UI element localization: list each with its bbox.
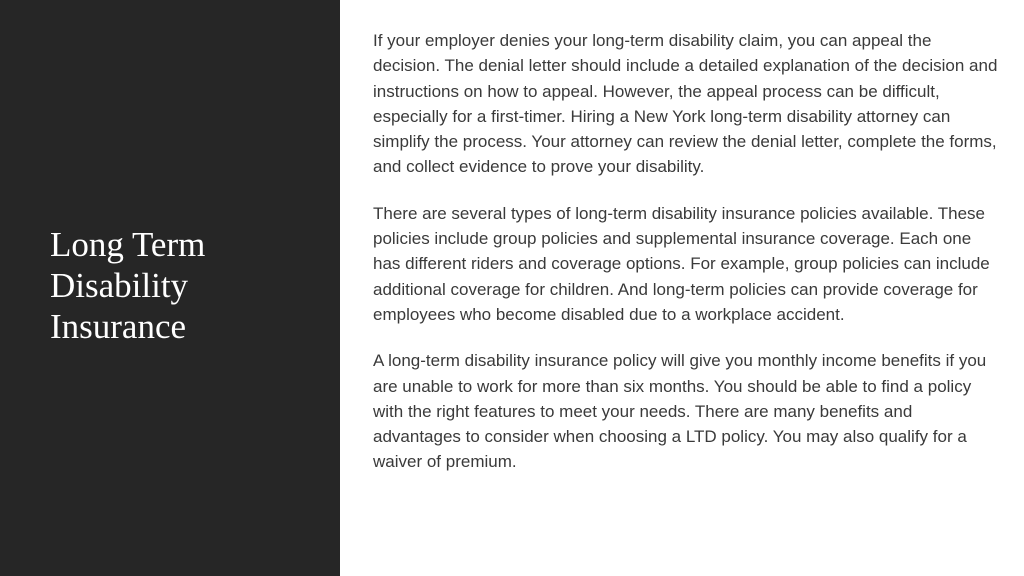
title-panel	[0, 0, 340, 576]
slide-title-line: Insurance	[50, 307, 187, 346]
body-text	[373, 28, 1003, 496]
body-paragraph: If your employer denies your long-term disability claim, you can appeal the decision. The denial letter should include a detailed explanation of the decision and instructions on how to appeal. However, the appeal process can be difficult, especially for a first-timer. Hiring a New York long-term disability attorney can simplify the process. Your attorney can review the denial letter, complete the forms, and collect evidence to prove your disability.	[373, 31, 998, 177]
content-panel	[340, 0, 1024, 576]
slide-title-line: Long Term	[50, 225, 206, 264]
body-paragraph: A long-term disability insurance policy will give you monthly income benefits if you are unable to work for more than six months. You should be able to find a policy with the right features to meet your needs. There are many benefits and advantages to consider when choosing a LTD policy. You may also qualify for a waiver of premium.	[373, 351, 987, 472]
body-paragraph: There are several types of long-term disability insurance policies available. These policies include group policies and supplemental insurance coverage. Each one has different riders and coverage options. For example, group policies can include additional coverage for children. And long-term policies can provide coverage for employees who become disabled due to a workplace accident.	[373, 203, 990, 324]
slide-title-line: Disability	[50, 266, 189, 305]
slide-title	[50, 224, 320, 347]
